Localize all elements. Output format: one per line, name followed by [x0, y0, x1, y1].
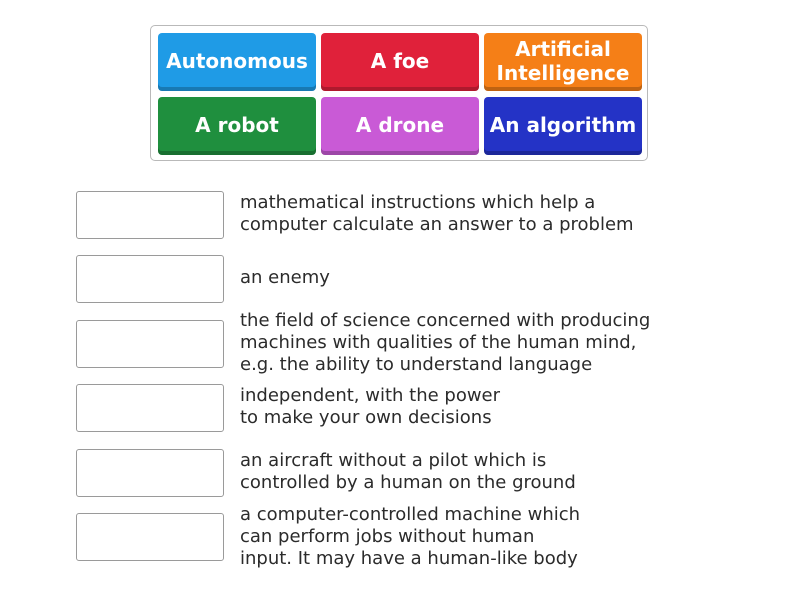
definition-2: an enemy: [240, 267, 330, 288]
tile-artificial-intelligence[interactable]: [484, 33, 642, 91]
tile-label: A foe: [370, 48, 430, 73]
tile-an-algorithm[interactable]: [484, 97, 642, 155]
definition-3: the field of science concerned with producing machines with qualities of the human mind, e.g. the ability to understand language: [240, 310, 651, 375]
drop-slot-4[interactable]: [76, 384, 224, 432]
definition-6: a computer-controlled machine which can perform jobs without human input. It may have a human-like body: [240, 504, 581, 569]
tile-autonomous[interactable]: [158, 33, 316, 91]
tile-label: Artificial Intelligence: [496, 36, 630, 85]
tile-label: A robot: [195, 112, 279, 137]
tile-a-robot[interactable]: [158, 97, 316, 155]
definition-5: an aircraft without a pilot which is controlled by a human on the ground: [240, 450, 576, 493]
definition-4: independent, with the power to make your own decisions: [240, 385, 501, 428]
drop-slot-1[interactable]: [76, 191, 224, 239]
drop-slot-5[interactable]: [76, 449, 224, 497]
answer-tile-tray: [150, 25, 648, 161]
tile-label: Autonomous: [166, 48, 308, 73]
tile-a-foe[interactable]: [321, 33, 479, 91]
definition-1: mathematical instructions which help a computer calculate an answer to a problem: [240, 192, 634, 235]
drop-slot-6[interactable]: [76, 513, 224, 561]
drop-slot-2[interactable]: [76, 255, 224, 303]
tile-label: A drone: [355, 112, 445, 137]
tile-a-drone[interactable]: [321, 97, 479, 155]
drop-slot-3[interactable]: [76, 320, 224, 368]
tile-label: An algorithm: [489, 112, 637, 137]
